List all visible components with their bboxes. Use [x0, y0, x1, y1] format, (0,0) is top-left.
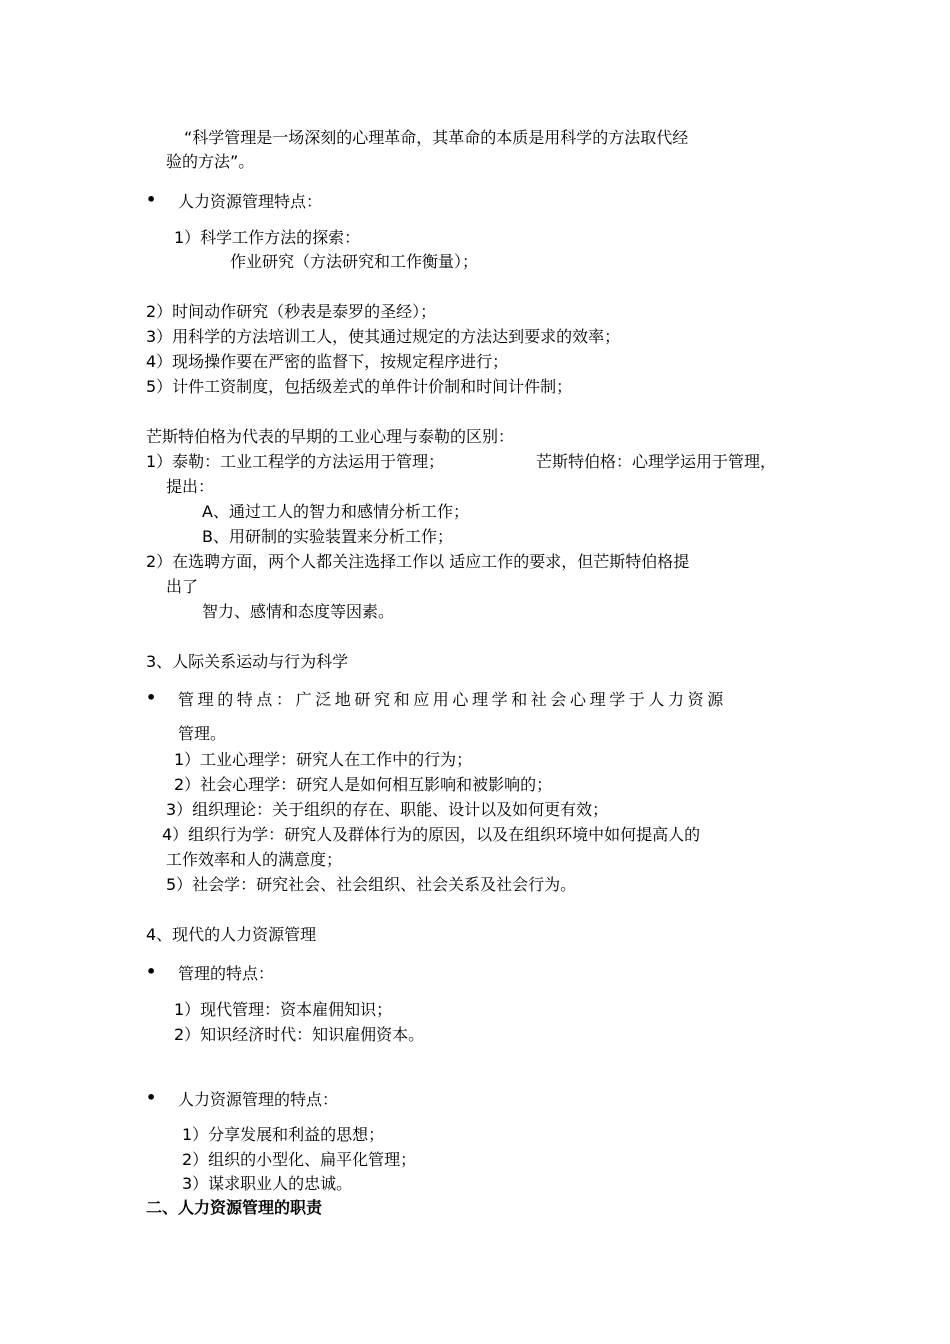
- sec3-features: 管理的特点：广泛地研究和应用心理学和社会心理学于人力资源: [178, 690, 727, 709]
- diff-title: 芒斯特伯格为代表的早期的工业心理与泰勒的区别：: [146, 427, 515, 446]
- list-item: 工作效率和人的满意度；: [166, 850, 343, 869]
- list-item: 出了: [166, 577, 199, 596]
- quote-line-1: “科学管理是一场深刻的心理革命，其革命的本质是用科学的方法取代经: [184, 128, 689, 147]
- list-item: 提出：: [166, 477, 215, 496]
- list-item: 1）现代管理：资本雇佣知识；: [174, 1000, 393, 1019]
- list-item: 2）知识经济时代：知识雇佣资本。: [174, 1025, 425, 1044]
- sec4-features: 管理的特点：: [178, 964, 275, 983]
- list-item: 2）组织的小型化、扁平化管理；: [182, 1150, 417, 1169]
- part-2-title: 二、人力资源管理的职责: [146, 1198, 323, 1217]
- list-item: 2）在选聘方面，两个人都关注选择工作以 适应工作的要求，但芒斯特伯格提: [146, 552, 690, 571]
- section-4-title: 4、现代的人力资源管理: [146, 925, 317, 944]
- list-item: 1）工业心理学：研究人在工作中的行为；: [174, 750, 473, 769]
- list-item: 作业研究（方法研究和工作衡量）；: [230, 252, 479, 271]
- sec3-features-cont: 管理。: [178, 724, 227, 743]
- bullet-icon: •: [146, 962, 157, 981]
- list-item: 2）时间动作研究（秒表是泰罗的圣经）；: [146, 302, 437, 321]
- list-item: 1）科学工作方法的探索：: [174, 228, 361, 247]
- list-item: 1）分享发展和利益的思想；: [182, 1125, 385, 1144]
- list-item: 5）社会学：研究社会、社会组织、社会关系及社会行为。: [166, 875, 577, 894]
- bullet-icon: •: [146, 190, 157, 209]
- list-item: 智力、感情和态度等因素。: [202, 602, 395, 621]
- quote-line-2: 验的方法”。: [166, 152, 255, 171]
- sec4-hr-features: 人力资源管理的特点：: [178, 1090, 339, 1109]
- list-item: 4）组织行为学：研究人及群体行为的原因，以及在组织环境中如何提高人的: [162, 825, 701, 844]
- bullet-icon: •: [146, 688, 157, 707]
- list-item: 3）用科学的方法培训工人，使其通过规定的方法达到要求的效率；: [146, 327, 621, 346]
- hr-features-title: 人力资源管理特点：: [178, 192, 323, 211]
- list-item: 3）谋求职业人的忠诚。: [182, 1174, 353, 1193]
- bullet-icon: •: [146, 1088, 157, 1107]
- section-3-title: 3、人际关系运动与行为科学: [146, 652, 349, 671]
- list-item: 芒斯特伯格：心理学运用于管理，: [536, 452, 777, 471]
- list-item: 5）计件工资制度，包括级差式的单件计价制和时间计件制；: [146, 377, 573, 396]
- list-item: A、通过工人的智力和感情分析工作；: [202, 502, 469, 521]
- list-item: 1）泰勒：工业工程学的方法运用于管理；: [146, 452, 445, 471]
- list-item: B、用研制的实验装置来分析工作；: [202, 527, 453, 546]
- list-item: 3）组织理论：关于组织的存在、职能、设计以及如何更有效；: [166, 800, 609, 819]
- list-item: 2）社会心理学：研究人是如何相互影响和被影响的；: [174, 775, 553, 794]
- list-item: 4）现场操作要在严密的监督下，按规定程序进行；: [146, 352, 509, 371]
